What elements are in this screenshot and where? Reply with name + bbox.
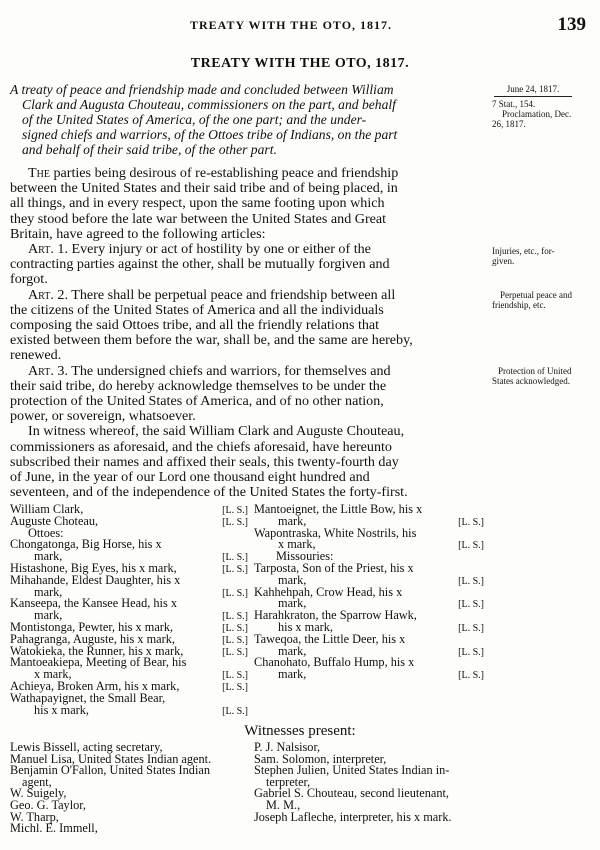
proclamation-date-note: 26, 1817.: [492, 119, 526, 129]
body-line-text: subscribed their names and affixed their seals, this twenty-fourth day: [10, 453, 399, 470]
signature-text: his x mark,: [34, 702, 89, 717]
signature-text: Mantoeignet, the Little Bow, his x: [254, 502, 423, 516]
body-line-text: parties being desirous of re-establishing peace and friendship: [49, 165, 399, 181]
body-line: [10, 166, 488, 181]
seal-mark: [L. S.]: [222, 611, 248, 623]
witness-line: Michl. E. Immell,: [10, 821, 98, 836]
treaty-title: TREATY WITH THE OTO, 1817.: [190, 56, 410, 71]
witness-line: Geo. G. Taylor,: [10, 797, 86, 812]
seal-mark: [L. S.]: [458, 622, 484, 634]
margin-note-article-1: [492, 246, 592, 266]
running-header: [0, 10, 600, 40]
witness-line: Manuel Lisa, United States Indian agent.: [10, 751, 212, 766]
witnesses-heading: Witnesses present:: [244, 723, 356, 739]
body-line: [10, 257, 488, 272]
signature-text: Wapontraska, White Nostrils, his: [254, 525, 417, 540]
witness-line: Joseph Lafleche, interpreter, his x mark.: [254, 809, 452, 824]
signature-text: Mihahande, Eldest Daughter, his x: [10, 572, 181, 587]
seal-mark: [L. S.]: [458, 670, 484, 682]
body-line: [10, 379, 488, 394]
seal-mark: [L. S.]: [458, 575, 484, 587]
signature-text: Montistonga, Pewter, his x mark,: [10, 619, 174, 634]
body-line-text: forgot.: [10, 271, 48, 288]
seal-mark: [L. S.]: [222, 634, 248, 646]
signature-text: mark,: [278, 667, 307, 682]
witness-line: W. Tharp,: [10, 809, 59, 824]
body-line-text: Britain, have agreed to the following articles:: [10, 225, 266, 242]
seal-mark: [L. S.]: [222, 681, 248, 693]
body-line: [10, 227, 488, 242]
body-line: [10, 272, 488, 287]
signature-text: Kanseepa, the Kansee Head, his x: [10, 596, 177, 611]
page-number: 139: [557, 14, 586, 35]
margin-note-date: [492, 84, 592, 97]
signature-text: x mark,: [34, 667, 72, 682]
running-head-title: TREATY WITH THE OTO, 1817.: [190, 18, 393, 32]
signature-line: [10, 702, 248, 717]
signature-text: mark,: [34, 608, 63, 623]
signature-text: Pahagranga, Auguste, his x mark,: [10, 631, 175, 646]
witness-line: agent,: [22, 774, 52, 789]
signature-text: Taweqoa, the Little Deer, his x: [254, 631, 406, 646]
preamble-line: of the United States of America, of the one part; and the under-: [22, 112, 367, 127]
seal-mark: [L. S.]: [222, 552, 248, 564]
seal-mark: [L. S.]: [222, 622, 248, 634]
body-line-text: existed between them before the war, shall be, and the same are hereby,: [10, 332, 413, 349]
signature-text: mark,: [278, 572, 307, 587]
paragraph-lead: The: [28, 165, 50, 181]
body-line-text: power, or sovereign, whatsoever.: [10, 408, 196, 425]
signature-text: Wathapayignet, the Small Bear,: [10, 690, 166, 705]
signature-text: mark,: [34, 584, 63, 599]
article-1-note: Injuries, etc., for-: [492, 246, 555, 256]
body-line-text: all things, and in every respect, upon the same footing upon which: [10, 195, 385, 212]
signature-text: Missouries:: [276, 549, 334, 564]
signature-text: Histashone, Big Eyes, his x mark,: [10, 560, 177, 575]
proclamation-note: Proclamation, Dec.: [502, 109, 572, 119]
paragraph-lead: Art.: [28, 286, 54, 303]
body-line: [10, 409, 488, 424]
seal-mark: [L. S.]: [222, 670, 248, 682]
statute-note: 7 Stat., 154.: [492, 99, 536, 109]
signatures-left-column: [10, 504, 248, 716]
signature-text: mark,: [34, 549, 63, 564]
body-line: [10, 424, 488, 439]
signature-text: Auguste Choteau,: [10, 513, 99, 528]
margin-note-statute: [492, 99, 592, 129]
body-line-text: composing the said Ottoes tribe, and all the friendly relations that: [10, 317, 380, 334]
body-line: [10, 394, 488, 409]
signature-text: Tarposta, Son of the Priest, his x: [254, 560, 414, 575]
body-line-text: between the United States and their said tribe and of being placed, in: [10, 180, 398, 197]
body-line-text: of June, in the year of our Lord one thousand eight hundred and: [10, 469, 370, 486]
body-line: [10, 440, 488, 455]
signature-text: Achieya, Broken Arm, his x mark,: [10, 678, 180, 693]
body-line: [10, 242, 488, 257]
signature-text: mark,: [278, 596, 307, 611]
body-line-text: the citizens of the United States of America and all the individuals: [10, 301, 384, 318]
signature-text: Chanohato, Buffalo Hump, his x: [254, 655, 415, 670]
body-line-text: commissioners as aforesaid, and the chiefs aforesaid, have hereunto: [10, 438, 392, 455]
body-line: [10, 181, 488, 196]
signature-text: his x mark,: [278, 619, 333, 634]
witness-line: M. M.,: [266, 797, 301, 812]
margin-note-article-3: [492, 366, 592, 386]
body-line: [10, 485, 488, 500]
body-line: [10, 288, 488, 303]
body-line-text: they stood before the late war between the United States and Great: [10, 210, 387, 227]
signature-text: Watokieka, the Runner, his x mark,: [10, 643, 184, 658]
witness-line: Lewis Bissell, acting secretary,: [10, 740, 163, 754]
signature-text: Mantoeakiepa, Meeting of Bear, his: [10, 655, 187, 670]
body-line: [10, 303, 488, 318]
body-line: [10, 364, 488, 379]
seal-mark: [L. S.]: [222, 646, 248, 658]
signature-text: William Clark,: [10, 502, 84, 516]
body-line-text: seventeen, and of the independence of the United States the forty-first.: [10, 484, 408, 501]
preamble: [10, 82, 488, 157]
seal-mark: [L. S.]: [458, 516, 484, 528]
signature-line: [254, 669, 484, 681]
date-note: June 24, 1817.: [506, 84, 560, 94]
seal-mark: [L. S.]: [222, 705, 248, 717]
preamble-line: signed chiefs and warriors, of the Ottoes tribe of Indians, on the part: [22, 127, 398, 142]
seal-mark: [L. S.]: [222, 563, 248, 575]
witness-line: Sam. Solomon, interpreter,: [254, 751, 387, 766]
margin-note-article-2: [492, 290, 592, 310]
body-line-text: 3. The undersigned chiefs and warriors, for themselves and: [53, 362, 391, 379]
seal-mark: [L. S.]: [458, 599, 484, 611]
witnesses-right-column: [254, 742, 490, 823]
article-3-note: Protection of United: [498, 366, 572, 376]
body-line: [10, 348, 488, 363]
witness-line: terpreter,: [266, 774, 311, 789]
body-line-text: their said tribe, do hereby acknowledge themselves to be under the: [10, 377, 387, 394]
signatures-right-column: [254, 504, 484, 681]
body-line: [10, 318, 488, 333]
body-line-text: contracting parties against the other, shall be mutually forgiven and: [10, 256, 390, 273]
seal-mark: [L. S.]: [222, 505, 248, 516]
preamble-line: A treaty of peace and friendship made and concluded between William: [10, 82, 394, 97]
seal-mark: [L. S.]: [458, 540, 484, 552]
body-line: [10, 196, 488, 211]
article-3-note-cont: States acknowledged.: [492, 376, 570, 386]
body-line: [10, 333, 488, 348]
article-2-note: Perpetual peace and: [500, 290, 572, 300]
preamble-line: and behalf of their said tribe, of the other part.: [22, 142, 277, 157]
body-line-text: protection of the United States of America, and of no other nation,: [10, 393, 384, 410]
seal-mark: [L. S.]: [458, 646, 484, 658]
body-line-text: 1. Every injury or act of hostility by one or either of the: [53, 241, 371, 258]
paragraph-lead: Art.: [28, 362, 54, 379]
body-line-text: In witness whereof, the said William Clark and Auguste Chouteau,: [28, 423, 405, 440]
body-line: [10, 470, 488, 485]
witness-line: Stephen Julien, United States Indian in-: [254, 763, 450, 778]
body-line: [10, 212, 488, 227]
article-1-note-cont: given.: [492, 256, 515, 266]
witness-line: W. Suigely,: [10, 786, 67, 801]
body-line-text: renewed.: [10, 347, 62, 364]
signature-text: Harahkraton, the Sparrow Hawk,: [254, 608, 417, 623]
signature-text: Kahhehpah, Crow Head, his x: [254, 584, 403, 599]
witnesses-left-column: [10, 742, 250, 835]
paragraph-lead: Art.: [28, 241, 54, 258]
witness-line: Benjamin O'Fallon, United States Indian: [10, 763, 210, 778]
treaty-body: [10, 166, 488, 500]
signature-text: mark,: [278, 513, 307, 528]
seal-mark: [L. S.]: [222, 587, 248, 599]
signature-text: Chongatonga, Big Horse, his x: [10, 537, 162, 552]
witness-line: Gabriel S. Chouteau, second lieutenant,: [254, 786, 449, 801]
witness-line: P. J. Nalsisor,: [254, 740, 321, 754]
preamble-line: Clark and Augusta Chouteau, commissioners on the part, and behalf: [22, 97, 396, 112]
article-2-note-cont: friendship, etc.: [492, 300, 546, 310]
margin-rule: [494, 96, 572, 97]
signature-text: x mark,: [278, 537, 316, 552]
signature-text: Ottoes:: [28, 525, 64, 540]
body-line-text: 2. There shall be perpetual peace and friendship between all: [53, 286, 396, 303]
signature-text: mark,: [278, 643, 307, 658]
seal-mark: [L. S.]: [222, 516, 248, 528]
body-line: [10, 455, 488, 470]
